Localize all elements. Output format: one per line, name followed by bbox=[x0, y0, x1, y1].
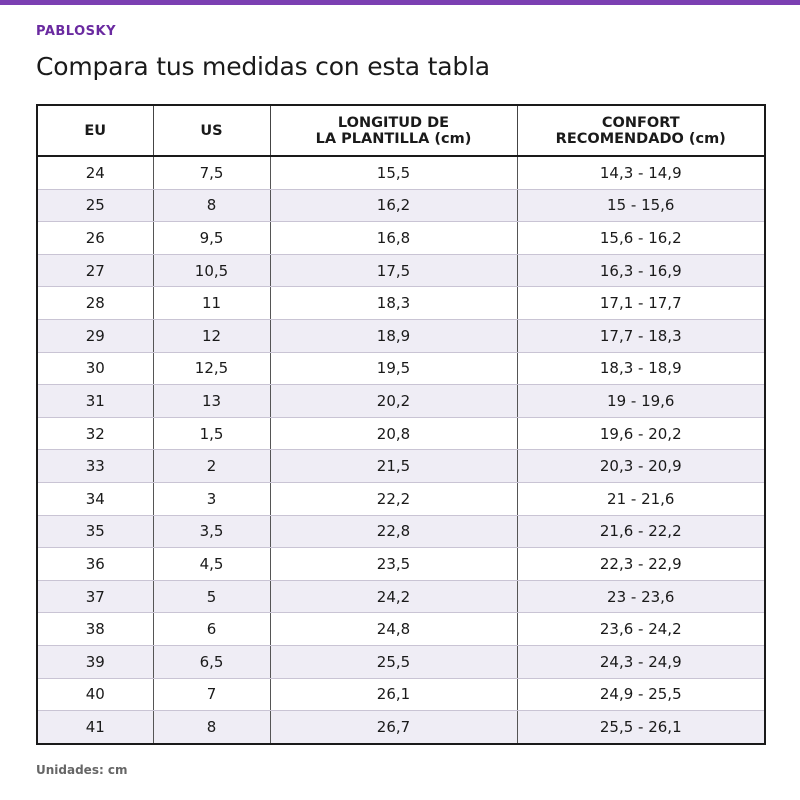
cell-recommended-comfort: 20,3 - 20,9 bbox=[517, 450, 765, 483]
cell-recommended-comfort: 24,9 - 25,5 bbox=[517, 678, 765, 711]
cell-us: 11 bbox=[153, 287, 270, 320]
cell-recommended-comfort: 15 - 15,6 bbox=[517, 189, 765, 222]
cell-eu: 32 bbox=[37, 417, 153, 450]
header-insole-length-line2: LA PLANTILLA (cm) bbox=[315, 130, 472, 147]
table-row bbox=[37, 254, 765, 287]
cell-insole-length: 20,8 bbox=[270, 417, 517, 450]
cell-insole-length: 18,9 bbox=[270, 319, 517, 352]
cell-recommended-comfort: 18,3 - 18,9 bbox=[517, 352, 765, 385]
cell-us: 3,5 bbox=[153, 515, 270, 548]
table-row bbox=[37, 189, 765, 222]
cell-eu: 31 bbox=[37, 385, 153, 418]
cell-eu: 28 bbox=[37, 287, 153, 320]
table-row bbox=[37, 450, 765, 483]
cell-insole-length: 20,2 bbox=[270, 385, 517, 418]
page-title: Compara tus medidas con esta tabla bbox=[36, 52, 490, 81]
table-row bbox=[37, 222, 765, 255]
cell-eu: 39 bbox=[37, 645, 153, 678]
table-row bbox=[37, 580, 765, 613]
cell-recommended-comfort: 19,6 - 20,2 bbox=[517, 417, 765, 450]
cell-eu: 30 bbox=[37, 352, 153, 385]
table-body bbox=[37, 156, 765, 744]
cell-insole-length: 24,8 bbox=[270, 613, 517, 646]
cell-eu: 37 bbox=[37, 580, 153, 613]
table-row bbox=[37, 417, 765, 450]
cell-eu: 34 bbox=[37, 482, 153, 515]
header-comfort-line1: CONFORT bbox=[601, 114, 680, 131]
table-row bbox=[37, 645, 765, 678]
cell-recommended-comfort: 17,1 - 17,7 bbox=[517, 287, 765, 320]
cell-eu: 33 bbox=[37, 450, 153, 483]
table-row bbox=[37, 613, 765, 646]
header-insole-length-line1: LONGITUD DE bbox=[337, 114, 450, 131]
cell-eu: 41 bbox=[37, 711, 153, 744]
table-row bbox=[37, 156, 765, 189]
cell-insole-length: 16,2 bbox=[270, 189, 517, 222]
header-recommended-comfort bbox=[517, 105, 765, 156]
cell-recommended-comfort: 15,6 - 16,2 bbox=[517, 222, 765, 255]
cell-eu: 29 bbox=[37, 319, 153, 352]
cell-eu: 24 bbox=[37, 156, 153, 189]
table-row bbox=[37, 385, 765, 418]
cell-recommended-comfort: 23,6 - 24,2 bbox=[517, 613, 765, 646]
cell-insole-length: 26,7 bbox=[270, 711, 517, 744]
size-chart-table bbox=[36, 104, 766, 745]
cell-recommended-comfort: 22,3 - 22,9 bbox=[517, 548, 765, 581]
cell-recommended-comfort: 19 - 19,6 bbox=[517, 385, 765, 418]
cell-eu: 38 bbox=[37, 613, 153, 646]
cell-recommended-comfort: 21,6 - 22,2 bbox=[517, 515, 765, 548]
cell-insole-length: 18,3 bbox=[270, 287, 517, 320]
header-row bbox=[37, 105, 765, 156]
cell-recommended-comfort: 16,3 - 16,9 bbox=[517, 254, 765, 287]
cell-us: 6,5 bbox=[153, 645, 270, 678]
cell-us: 7 bbox=[153, 678, 270, 711]
cell-us: 3 bbox=[153, 482, 270, 515]
cell-us: 7,5 bbox=[153, 156, 270, 189]
cell-us: 4,5 bbox=[153, 548, 270, 581]
cell-us: 12 bbox=[153, 319, 270, 352]
table-row bbox=[37, 678, 765, 711]
table-row bbox=[37, 711, 765, 744]
brand-name: PABLOSKY bbox=[36, 24, 117, 39]
cell-eu: 36 bbox=[37, 548, 153, 581]
top-accent-bar bbox=[0, 0, 800, 5]
cell-eu: 25 bbox=[37, 189, 153, 222]
cell-recommended-comfort: 17,7 - 18,3 bbox=[517, 319, 765, 352]
cell-us: 6 bbox=[153, 613, 270, 646]
cell-recommended-comfort: 23 - 23,6 bbox=[517, 580, 765, 613]
cell-insole-length: 21,5 bbox=[270, 450, 517, 483]
units-footnote: Unidades: cm bbox=[36, 763, 128, 777]
cell-insole-length: 17,5 bbox=[270, 254, 517, 287]
cell-insole-length: 15,5 bbox=[270, 156, 517, 189]
cell-insole-length: 16,8 bbox=[270, 222, 517, 255]
cell-eu: 40 bbox=[37, 678, 153, 711]
cell-insole-length: 26,1 bbox=[270, 678, 517, 711]
cell-insole-length: 19,5 bbox=[270, 352, 517, 385]
table-row bbox=[37, 319, 765, 352]
cell-us: 1,5 bbox=[153, 417, 270, 450]
table-row bbox=[37, 352, 765, 385]
cell-recommended-comfort: 24,3 - 24,9 bbox=[517, 645, 765, 678]
table-row bbox=[37, 287, 765, 320]
cell-eu: 35 bbox=[37, 515, 153, 548]
cell-eu: 27 bbox=[37, 254, 153, 287]
header-us: US bbox=[153, 105, 270, 156]
cell-eu: 26 bbox=[37, 222, 153, 255]
cell-us: 8 bbox=[153, 711, 270, 744]
cell-recommended-comfort: 21 - 21,6 bbox=[517, 482, 765, 515]
cell-recommended-comfort: 14,3 - 14,9 bbox=[517, 156, 765, 189]
cell-us: 13 bbox=[153, 385, 270, 418]
cell-us: 5 bbox=[153, 580, 270, 613]
header-insole-length bbox=[270, 105, 517, 156]
table-row bbox=[37, 515, 765, 548]
cell-us: 9,5 bbox=[153, 222, 270, 255]
cell-insole-length: 25,5 bbox=[270, 645, 517, 678]
table-header bbox=[37, 105, 765, 156]
cell-us: 2 bbox=[153, 450, 270, 483]
cell-insole-length: 22,2 bbox=[270, 482, 517, 515]
cell-us: 10,5 bbox=[153, 254, 270, 287]
cell-us: 8 bbox=[153, 189, 270, 222]
cell-insole-length: 23,5 bbox=[270, 548, 517, 581]
header-comfort-line2: RECOMENDADO (cm) bbox=[555, 130, 726, 147]
cell-recommended-comfort: 25,5 - 26,1 bbox=[517, 711, 765, 744]
cell-insole-length: 24,2 bbox=[270, 580, 517, 613]
cell-us: 12,5 bbox=[153, 352, 270, 385]
table-row bbox=[37, 482, 765, 515]
cell-insole-length: 22,8 bbox=[270, 515, 517, 548]
table-row bbox=[37, 548, 765, 581]
header-eu: EU bbox=[37, 105, 153, 156]
